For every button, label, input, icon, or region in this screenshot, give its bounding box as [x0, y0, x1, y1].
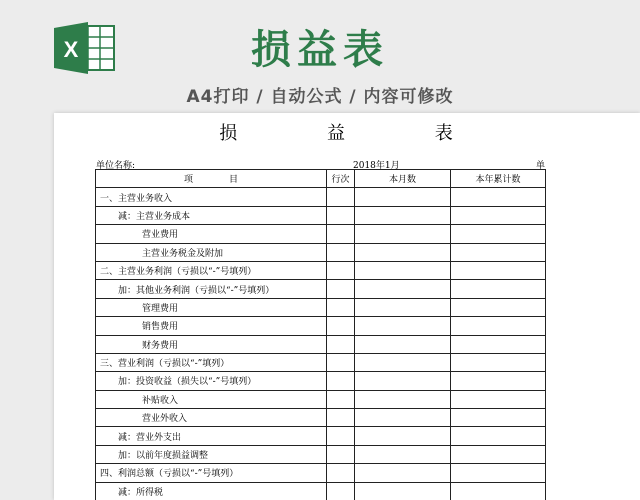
spreadsheet-page	[54, 113, 640, 500]
table-row	[96, 464, 546, 482]
document-title: 损 益 表	[219, 123, 495, 144]
row-year-cell[interactable]	[451, 335, 546, 353]
row-month-cell[interactable]	[355, 482, 451, 500]
row-month-cell[interactable]	[355, 445, 451, 463]
row-line-cell[interactable]	[327, 261, 355, 279]
row-item-cell[interactable]	[96, 427, 327, 445]
row-month-cell[interactable]	[355, 298, 451, 316]
row-label: 补贴收入	[142, 395, 179, 406]
table-row	[96, 353, 546, 371]
row-label: 财务费用	[142, 340, 179, 351]
row-year-cell[interactable]	[451, 427, 546, 445]
row-label: 减：所得税	[118, 487, 164, 498]
logo-letter: X	[63, 37, 79, 62]
row-label: 加：其他业务利润（亏损以“-”号填列）	[118, 285, 275, 296]
row-item-cell[interactable]	[96, 445, 327, 463]
row-item-cell[interactable]	[96, 317, 327, 335]
row-month-cell[interactable]	[355, 280, 451, 298]
row-year-cell[interactable]	[451, 464, 546, 482]
table-row	[96, 335, 546, 353]
row-line-cell[interactable]	[327, 372, 355, 390]
row-year-cell[interactable]	[451, 188, 546, 206]
row-item-cell[interactable]	[96, 335, 327, 353]
row-item-cell[interactable]	[96, 225, 327, 243]
row-year-cell[interactable]	[451, 225, 546, 243]
row-label: 加：投资收益（损失以“-”号填列）	[118, 377, 257, 388]
row-label: 二、主营业务利润（亏损以“-”号填列）	[100, 267, 257, 278]
row-month-cell[interactable]	[355, 188, 451, 206]
row-line-cell[interactable]	[327, 280, 355, 298]
row-year-cell[interactable]	[451, 409, 546, 427]
table-row	[96, 372, 546, 390]
row-item-cell[interactable]	[96, 409, 327, 427]
table-header-row	[96, 170, 546, 188]
row-label: 减：主营业务成本	[118, 211, 191, 222]
row-item-cell[interactable]	[96, 390, 327, 408]
banner	[0, 0, 640, 112]
row-line-cell[interactable]	[327, 353, 355, 371]
row-month-cell[interactable]	[355, 353, 451, 371]
table-row	[96, 298, 546, 316]
row-year-cell[interactable]	[451, 482, 546, 500]
row-label: 加：以前年度损益调整	[118, 451, 209, 462]
column-header-month: 本月数	[355, 170, 451, 188]
row-month-cell[interactable]	[355, 206, 451, 224]
table-row	[96, 482, 546, 500]
row-year-cell[interactable]	[451, 390, 546, 408]
row-line-cell[interactable]	[327, 335, 355, 353]
table-row	[96, 317, 546, 335]
row-year-cell[interactable]	[451, 243, 546, 261]
row-line-cell[interactable]	[327, 409, 355, 427]
row-item-cell[interactable]	[96, 353, 327, 371]
row-label: 三、营业利润（亏损以“-”填列）	[100, 359, 230, 370]
row-month-cell[interactable]	[355, 409, 451, 427]
row-line-cell[interactable]	[327, 390, 355, 408]
row-label: 一、主营业务收入	[100, 193, 173, 204]
row-item-cell[interactable]	[96, 280, 327, 298]
table-row	[96, 206, 546, 224]
column-header-item: 项 目	[96, 170, 327, 188]
row-item-cell[interactable]	[96, 372, 327, 390]
row-month-cell[interactable]	[355, 335, 451, 353]
table-row	[96, 261, 546, 279]
row-line-cell[interactable]	[327, 464, 355, 482]
row-label: 主营业务税金及附加	[142, 248, 224, 259]
row-label: 减：营业外支出	[118, 432, 182, 443]
row-label: 管理费用	[142, 303, 179, 314]
row-year-cell[interactable]	[451, 261, 546, 279]
row-line-cell[interactable]	[327, 317, 355, 335]
row-year-cell[interactable]	[451, 353, 546, 371]
cut-off-text: 单	[536, 161, 546, 171]
table-row	[96, 188, 546, 206]
row-year-cell[interactable]	[451, 317, 546, 335]
row-year-cell[interactable]	[451, 298, 546, 316]
column-header-year: 本年累计数	[451, 170, 546, 188]
table-row	[96, 280, 546, 298]
income-statement-table	[95, 169, 546, 500]
row-line-cell[interactable]	[327, 225, 355, 243]
row-line-cell[interactable]	[327, 243, 355, 261]
report-date: 2018年1月	[353, 161, 400, 171]
table-row	[96, 225, 546, 243]
row-year-cell[interactable]	[451, 280, 546, 298]
row-line-cell[interactable]	[327, 188, 355, 206]
row-line-cell[interactable]	[327, 298, 355, 316]
row-line-cell[interactable]	[327, 427, 355, 445]
row-month-cell[interactable]	[355, 261, 451, 279]
row-month-cell[interactable]	[355, 464, 451, 482]
row-label: 营业外收入	[142, 414, 188, 425]
row-label: 四、利润总额（亏损以“-”号填列）	[100, 469, 239, 480]
row-line-cell[interactable]	[327, 206, 355, 224]
table-row	[96, 243, 546, 261]
row-item-cell[interactable]	[96, 243, 327, 261]
table-row	[96, 445, 546, 463]
row-item-cell[interactable]	[96, 482, 327, 500]
page-subtitle: A4打印 / 自动公式 / 内容可修改	[186, 87, 454, 107]
row-year-cell[interactable]	[451, 445, 546, 463]
row-month-cell[interactable]	[355, 243, 451, 261]
row-month-cell[interactable]	[355, 372, 451, 390]
row-label: 销售费用	[142, 322, 179, 333]
unit-label: 单位名称:	[96, 161, 136, 171]
row-item-cell[interactable]	[96, 206, 327, 224]
row-year-cell[interactable]	[451, 372, 546, 390]
row-month-cell[interactable]	[355, 427, 451, 445]
row-line-cell[interactable]	[327, 482, 355, 500]
page-title: 损益表	[251, 27, 389, 73]
table-row	[96, 409, 546, 427]
row-item-cell[interactable]	[96, 188, 327, 206]
row-item-cell[interactable]	[96, 261, 327, 279]
table-row	[96, 390, 546, 408]
column-header-line: 行次	[327, 170, 355, 188]
row-month-cell[interactable]	[355, 390, 451, 408]
table-row	[96, 427, 546, 445]
row-month-cell[interactable]	[355, 225, 451, 243]
row-item-cell[interactable]	[96, 464, 327, 482]
row-year-cell[interactable]	[451, 206, 546, 224]
row-item-cell[interactable]	[96, 298, 327, 316]
row-label: 营业费用	[142, 230, 179, 241]
row-line-cell[interactable]	[327, 445, 355, 463]
row-month-cell[interactable]	[355, 317, 451, 335]
